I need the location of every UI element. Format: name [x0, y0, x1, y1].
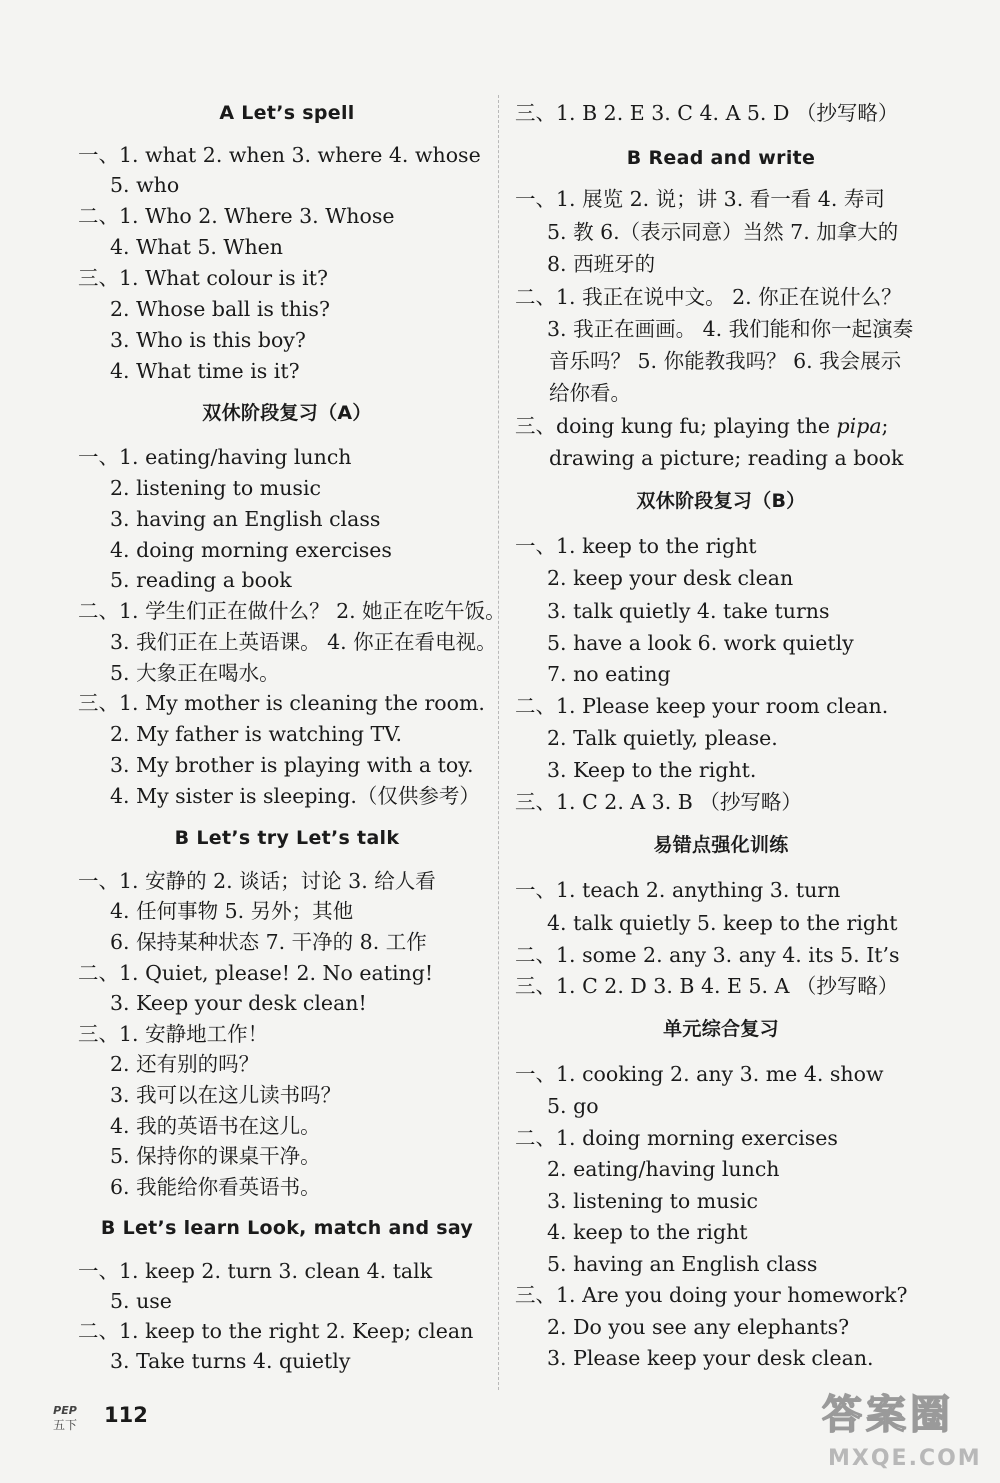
question-line: 二、1. doing morning exercises: [515, 1126, 838, 1150]
section-heading: B Read and write: [626, 147, 816, 169]
section-heading: 双休阶段复习（A）: [202, 402, 372, 424]
answer-line: 3. having an English class: [110, 507, 381, 531]
answer-line: drawing a picture; reading a book: [549, 446, 904, 470]
section-heading: A Let’s spell: [219, 102, 355, 124]
answer-line: 3. Keep your desk clean!: [110, 991, 367, 1015]
section-heading: 双休阶段复习（B）: [636, 490, 806, 512]
answer-line: 3. listening to music: [547, 1189, 758, 1213]
answer-line: 音乐吗？ 5. 你能教我吗？ 6. 我会展示: [549, 349, 902, 373]
answer-line: 6. 保持某种状态 7. 干净的 8. 工作: [110, 930, 427, 954]
answer-line: 4. doing morning exercises: [110, 538, 392, 562]
answer-line: 5. use: [110, 1289, 172, 1313]
question-line: 二、1. 学生们正在做什么？ 2. 她正在吃午饭。: [78, 599, 506, 623]
answer-line: 给你看。: [549, 381, 631, 405]
question-line: 三、1. B 2. E 3. C 4. A 5. D （抄写略）: [515, 101, 899, 125]
section-heading: B Let’s learn Look, match and say: [100, 1217, 474, 1239]
answer-line: 2. eating/having lunch: [547, 1157, 780, 1181]
watermark-logo-text: 答案圈: [822, 1392, 954, 1438]
answer-line: 6. 我能给你看英语书。: [110, 1175, 321, 1199]
question-line: 二、1. Please keep your room clean.: [515, 694, 889, 718]
answer-line: 2. Do you see any elephants?: [547, 1315, 850, 1339]
answer-line: 4. My sister is sleeping.（仅供参考）: [110, 784, 480, 808]
pep-grade-badge: [48, 1404, 82, 1432]
question-line: 一、1. cooking 2. any 3. me 4. show: [515, 1062, 884, 1086]
answer-line: 5. having an English class: [547, 1252, 818, 1276]
answer-line: 8. 西班牙的: [547, 252, 656, 276]
answer-line: 2. Whose ball is this?: [110, 297, 330, 321]
question-line: 二、1. Quiet, please! 2. No eating!: [78, 961, 434, 985]
answer-line: 7. no eating: [547, 662, 671, 686]
question-line: 一、1. keep to the right: [515, 534, 757, 558]
question-line: 三、1. 安静地工作！: [78, 1022, 269, 1046]
question-line: 二、1. some 2. any 3. any 4. its 5. It’s: [515, 943, 900, 967]
answer-line: 3. 我可以在这儿读书吗？: [110, 1083, 342, 1107]
watermark-url: MXQE.COM: [828, 1446, 982, 1471]
question-line: 二、1. 我正在说中文。 2. 你正在说什么？: [515, 285, 902, 309]
question-line: 一、1. teach 2. anything 3. turn: [515, 878, 841, 902]
question-line: 三、1. My mother is cleaning the room.: [78, 691, 485, 715]
question-line: 三、1. C 2. D 3. B 4. E 5. A （抄写略）: [515, 974, 899, 998]
question-line: 一、1. eating/having lunch: [78, 445, 352, 469]
answer-line: 5. 保持你的课桌干净。: [110, 1144, 321, 1168]
answer-line: 4. What 5. When: [110, 235, 284, 259]
pep-badge-label: PEP: [53, 1404, 77, 1417]
answer-line: 3. My brother is playing with a toy.: [110, 753, 474, 777]
column-divider: [498, 95, 499, 1390]
answer-line: 3. 我们正在上英语课。 4. 你正在看电视。: [110, 630, 497, 654]
question-line: 三、1. What colour is it?: [78, 266, 328, 290]
question-line: 三、1. Are you doing your homework?: [515, 1283, 908, 1307]
answer-line: 4. 我的英语书在这儿。: [110, 1114, 321, 1138]
answer-line: 5. 教 6.（表示同意）当然 7. 加拿大的: [547, 220, 899, 244]
answer-line: 3. Who is this boy?: [110, 328, 306, 352]
answer-line: 5. have a look 6. work quietly: [547, 631, 854, 655]
answer-line: 3. Take turns 4. quietly: [110, 1349, 351, 1373]
question-line: 二、1. Who 2. Where 3. Whose: [78, 204, 395, 228]
answer-line: 3. talk quietly 4. take turns: [547, 599, 830, 623]
answer-line: 4. keep to the right: [547, 1220, 748, 1244]
question-line: 一、1. 安静的 2. 谈话；讨论 3. 给人看: [78, 869, 436, 893]
answer-line: 5. 大象正在喝水。: [110, 661, 280, 685]
section-heading: B Let’s try Let’s talk: [174, 827, 400, 849]
answer-line: 3. Please keep your desk clean.: [547, 1346, 874, 1370]
answer-line: 2. 还有别的吗？: [110, 1052, 260, 1076]
answer-line: 4. What time is it?: [110, 359, 300, 383]
question-line: 一、1. keep 2. turn 3. clean 4. talk: [78, 1259, 433, 1283]
answer-line: 4. talk quietly 5. keep to the right: [547, 911, 898, 935]
question-line: 一、1. 展览 2. 说；讲 3. 看一看 4. 寿司: [515, 187, 885, 211]
question-line: 三、doing kung fu; playing the pipa;: [515, 414, 889, 438]
answer-line: 4. 任何事物 5. 另外；其他: [110, 899, 354, 923]
question-line: 三、1. C 2. A 3. B （抄写略）: [515, 790, 802, 814]
answer-line: 2. listening to music: [110, 476, 321, 500]
answer-line: 5. go: [547, 1094, 599, 1118]
answer-line: 2. My father is watching TV.: [110, 722, 402, 746]
question-line: 二、1. keep to the right 2. Keep; clean: [78, 1319, 474, 1343]
answer-line: 3. 我正在画画。 4. 我们能和你一起演奏: [547, 317, 914, 341]
answer-line: 3. Keep to the right.: [547, 758, 757, 782]
section-heading: 易错点强化训练: [653, 834, 789, 856]
answer-line: 5. reading a book: [110, 568, 292, 592]
question-line: 一、1. what 2. when 3. where 4. whose: [78, 143, 481, 167]
page-number: 112: [104, 1403, 148, 1427]
grade-label: 五下: [52, 1418, 77, 1432]
answer-line: 5. who: [110, 173, 180, 197]
answer-line: 2. keep your desk clean: [547, 566, 794, 590]
answer-line: 2. Talk quietly, please.: [547, 726, 778, 750]
section-heading: 单元综合复习: [663, 1018, 779, 1040]
